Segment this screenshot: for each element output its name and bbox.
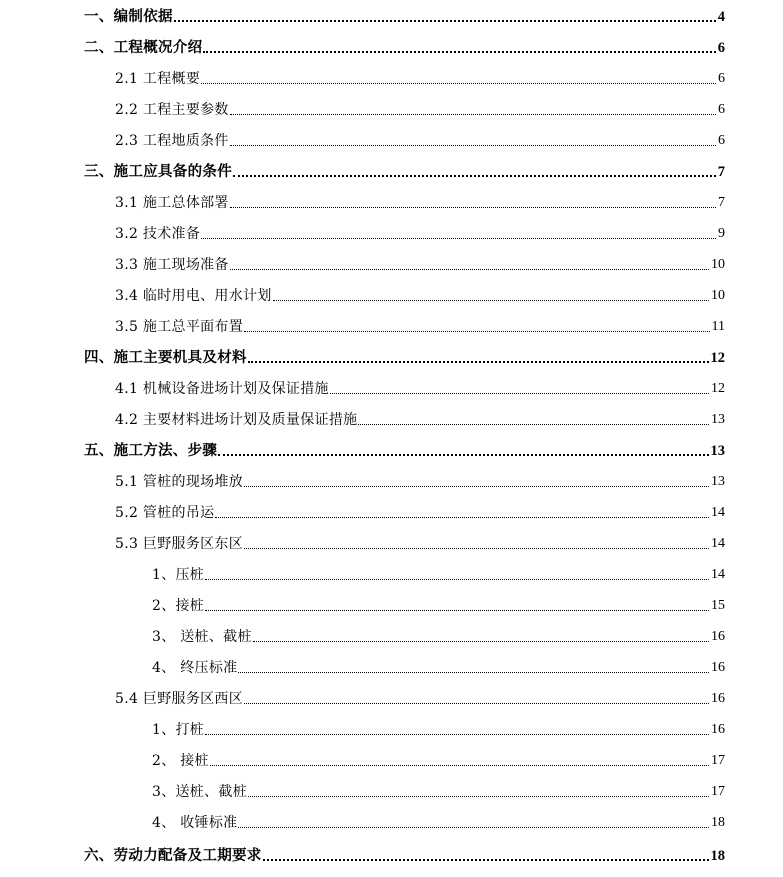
toc-entry-page: 13 (710, 443, 725, 459)
toc-entry[interactable] (115, 188, 725, 212)
toc-entry-page: 14 (711, 567, 725, 582)
toc-leader-dots (244, 548, 709, 549)
toc-entry[interactable] (152, 591, 725, 615)
toc-entry[interactable] (84, 841, 725, 865)
toc-entry[interactable] (115, 95, 725, 119)
toc-entry[interactable] (152, 808, 725, 832)
toc-entry[interactable] (152, 560, 725, 584)
toc-entry[interactable] (115, 374, 725, 398)
toc-entry[interactable] (84, 343, 725, 367)
toc-entry-page: 16 (711, 629, 725, 644)
toc-entry-title: 4、 终压标准 (152, 660, 238, 676)
toc-entry[interactable] (84, 33, 725, 57)
toc-entry-title: 一、编制依据 (84, 8, 173, 25)
toc-entry-title: 2.1 工程概要 (115, 71, 201, 87)
toc-entry-title: 5.4 巨野服务区西区 (115, 691, 244, 707)
toc-entry-page: 9 (718, 226, 725, 241)
toc-leader-dots (273, 300, 709, 301)
toc-entry-title: 3.1 施工总体部署 (115, 195, 229, 211)
toc-entry-title: 2、 接桩 (152, 753, 209, 769)
toc-entry[interactable] (152, 653, 725, 677)
toc-leader-dots (248, 796, 709, 797)
toc-entry-title: 5.2 管桩的吊运 (115, 505, 215, 521)
toc-entry-page: 6 (718, 71, 725, 86)
toc-leader-dots (238, 672, 709, 673)
toc-entry-page: 13 (711, 412, 725, 427)
toc-entry[interactable] (152, 746, 725, 770)
toc-entry-page: 12 (710, 350, 725, 366)
toc-entry-page: 10 (711, 257, 725, 272)
toc-leader-dots (203, 51, 715, 53)
toc-leader-dots (205, 579, 709, 580)
toc-leader-dots (248, 361, 709, 363)
toc-entry-page: 10 (711, 288, 725, 303)
toc-leader-dots (215, 517, 709, 518)
toc-entry-page: 16 (711, 660, 725, 675)
toc-entry-title: 4.1 机械设备进场计划及保证措施 (115, 381, 329, 397)
toc-entry[interactable] (115, 529, 725, 553)
toc-entry-page: 7 (718, 195, 725, 210)
toc-entry-title: 1、压桩 (152, 567, 205, 583)
toc-entry-title: 3、送桩、截桩 (152, 784, 248, 800)
toc-entry[interactable] (84, 157, 725, 181)
toc-entry[interactable] (115, 684, 725, 708)
toc-entry-page: 15 (711, 598, 725, 613)
toc-entry-page: 18 (710, 848, 725, 864)
toc-entry[interactable] (115, 467, 725, 491)
toc-leader-dots (201, 83, 716, 84)
toc-entry-page: 7 (717, 164, 725, 180)
toc-entry-title: 3.4 临时用电、用水计划 (115, 288, 272, 304)
toc-entry[interactable] (84, 436, 725, 460)
toc-entry-page: 16 (711, 691, 725, 706)
toc-entry[interactable] (84, 2, 725, 26)
toc-entry-page: 13 (711, 474, 725, 489)
toc-entry-page: 14 (711, 536, 725, 551)
toc-entry-title: 六、劳动力配备及工期要求 (84, 847, 262, 864)
toc-entry-title: 3.5 施工总平面布置 (115, 319, 244, 335)
toc-entry-page: 6 (718, 133, 725, 148)
toc-entry-title: 5.3 巨野服务区东区 (115, 536, 244, 552)
toc-leader-dots (205, 734, 709, 735)
toc-entry-page: 14 (711, 505, 725, 520)
toc-leader-dots (230, 269, 709, 270)
toc-entry-page: 12 (711, 381, 725, 396)
toc-entry-title: 2.3 工程地质条件 (115, 133, 229, 149)
toc-entry-title: 三、施工应具备的条件 (84, 163, 232, 180)
toc-entry-title: 2、接桩 (152, 598, 205, 614)
toc-entry[interactable] (152, 622, 725, 646)
toc-leader-dots (201, 238, 716, 239)
toc-entry-title: 四、施工主要机具及材料 (84, 349, 247, 366)
toc-leader-dots (230, 207, 716, 208)
toc-leader-dots (174, 20, 716, 22)
toc-entry[interactable] (115, 219, 725, 243)
toc-leader-dots (205, 610, 709, 611)
toc-leader-dots (230, 145, 716, 146)
toc-leader-dots (263, 859, 709, 861)
toc-leader-dots (358, 424, 709, 425)
toc-entry[interactable] (152, 777, 725, 801)
toc-entry-title: 1、打桩 (152, 722, 205, 738)
toc-entry[interactable] (115, 64, 725, 88)
toc-entry[interactable] (115, 405, 725, 429)
toc-entry-page: 4 (717, 9, 725, 25)
toc-entry-page: 6 (718, 102, 725, 117)
toc-leader-dots (230, 114, 716, 115)
toc-entry[interactable] (115, 126, 725, 150)
toc-entry-title: 4、 收锤标准 (152, 815, 238, 831)
toc-entry-title: 3.2 技术准备 (115, 226, 201, 242)
toc-leader-dots (330, 393, 709, 394)
toc-entry-page: 17 (711, 784, 725, 799)
toc-leader-dots (210, 765, 709, 766)
toc-entry-title: 3、 送桩、截桩 (152, 629, 252, 645)
toc-entry-page: 17 (711, 753, 725, 768)
toc-entry[interactable] (115, 281, 725, 305)
toc-entry[interactable] (115, 250, 725, 274)
toc-leader-dots (233, 175, 716, 177)
toc-leader-dots (218, 454, 708, 456)
toc-entry-title: 3.3 施工现场准备 (115, 257, 229, 273)
toc-entry-page: 11 (711, 319, 725, 334)
toc-entry-title: 五、施工方法、步骤 (84, 442, 218, 459)
toc-entry-page: 18 (711, 815, 725, 830)
toc-entry-page: 6 (717, 40, 725, 56)
toc-entry[interactable] (115, 498, 725, 522)
toc-entry[interactable] (152, 715, 725, 739)
toc-leader-dots (244, 486, 709, 487)
toc-entry-title: 2.2 工程主要参数 (115, 102, 229, 118)
toc-leader-dots (238, 827, 709, 828)
toc-entry-title: 二、工程概况介绍 (84, 39, 203, 56)
toc-entry-page: 16 (711, 722, 725, 737)
toc-entry[interactable] (115, 312, 725, 336)
toc-leader-dots (244, 331, 710, 332)
toc-entry-title: 4.2 主要材料进场计划及质量保证措施 (115, 412, 358, 428)
toc-entry-title: 5.1 管桩的现场堆放 (115, 474, 244, 490)
toc-leader-dots (253, 641, 709, 642)
toc-leader-dots (244, 703, 709, 704)
